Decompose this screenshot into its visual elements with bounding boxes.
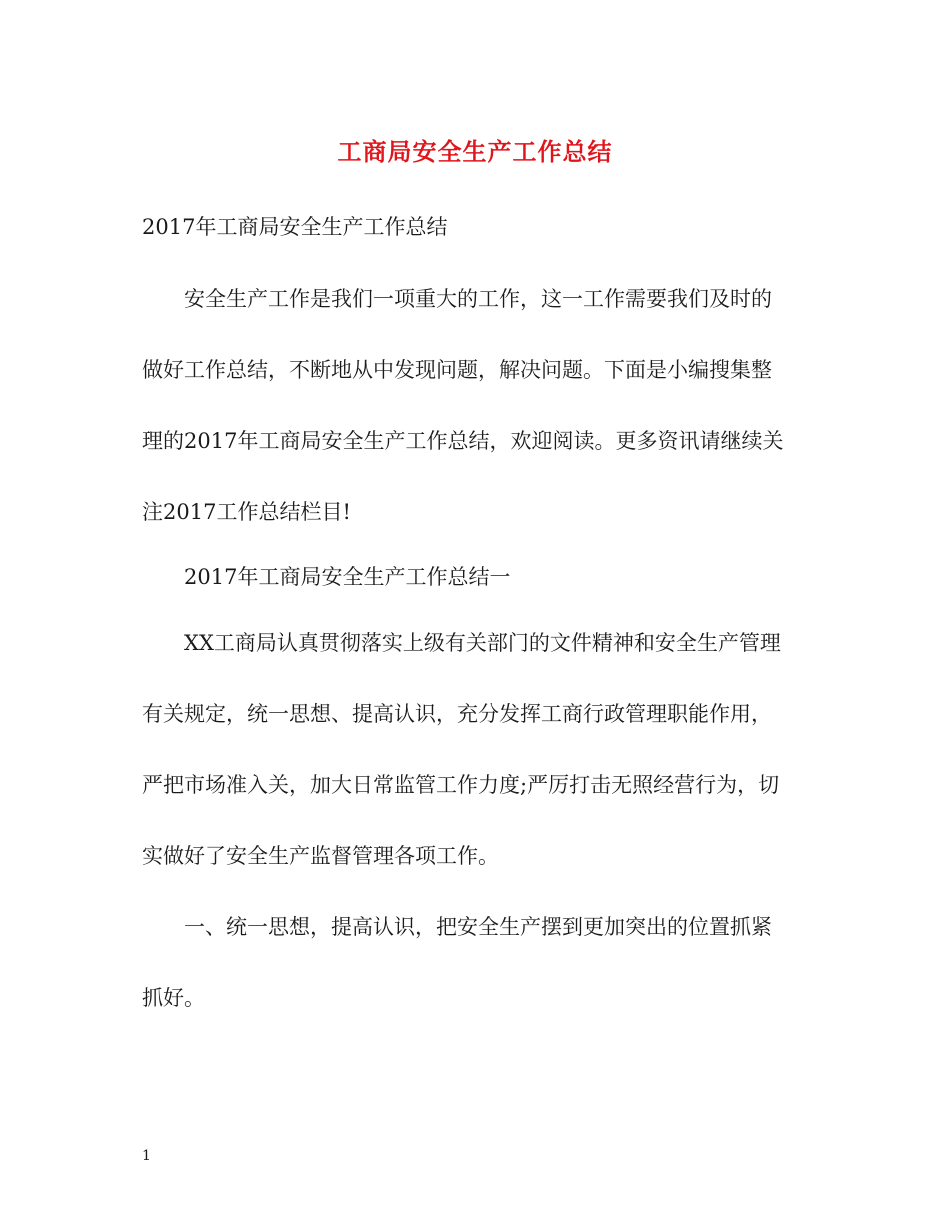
paragraph-line: XX工商局认真贯彻落实上级有关部门的文件精神和安全生产管理 bbox=[184, 631, 781, 655]
section-heading: 2017年工商局安全生产工作总结一 bbox=[184, 565, 511, 589]
document-body bbox=[142, 212, 810, 1013]
document-title: 工商局安全生产工作总结 bbox=[337, 137, 613, 166]
paragraph-line: 有关规定，统一思想、提高认识，充分发挥工商行政管理职能作用， bbox=[142, 702, 772, 726]
paragraph-line: 实做好了安全生产监督管理各项工作。 bbox=[142, 844, 499, 868]
page-number: 1 bbox=[142, 1148, 151, 1164]
paragraph-line: 理的2017年工商局安全生产工作总结，欢迎阅读。更多资讯请继续关 bbox=[142, 429, 784, 453]
paragraph-line: 严把市场准入关，加大日常监管工作力度;严厉打击无照经营行为，切 bbox=[142, 773, 780, 797]
document-subtitle: 2017年工商局安全生产工作总结 bbox=[142, 215, 448, 239]
paragraph-line: 抓好。 bbox=[142, 986, 205, 1010]
paragraph-line: 安全生产工作是我们一项重大的工作，这一工作需要我们及时的 bbox=[184, 287, 772, 311]
paragraph-line: 一、统一思想，提高认识，把安全生产摆到更加突出的位置抓紧 bbox=[184, 915, 772, 939]
paragraph-line: 注2017工作总结栏目! bbox=[142, 500, 351, 524]
paragraph-line: 做好工作总结，不断地从中发现问题，解决问题。下面是小编搜集整 bbox=[142, 358, 772, 382]
